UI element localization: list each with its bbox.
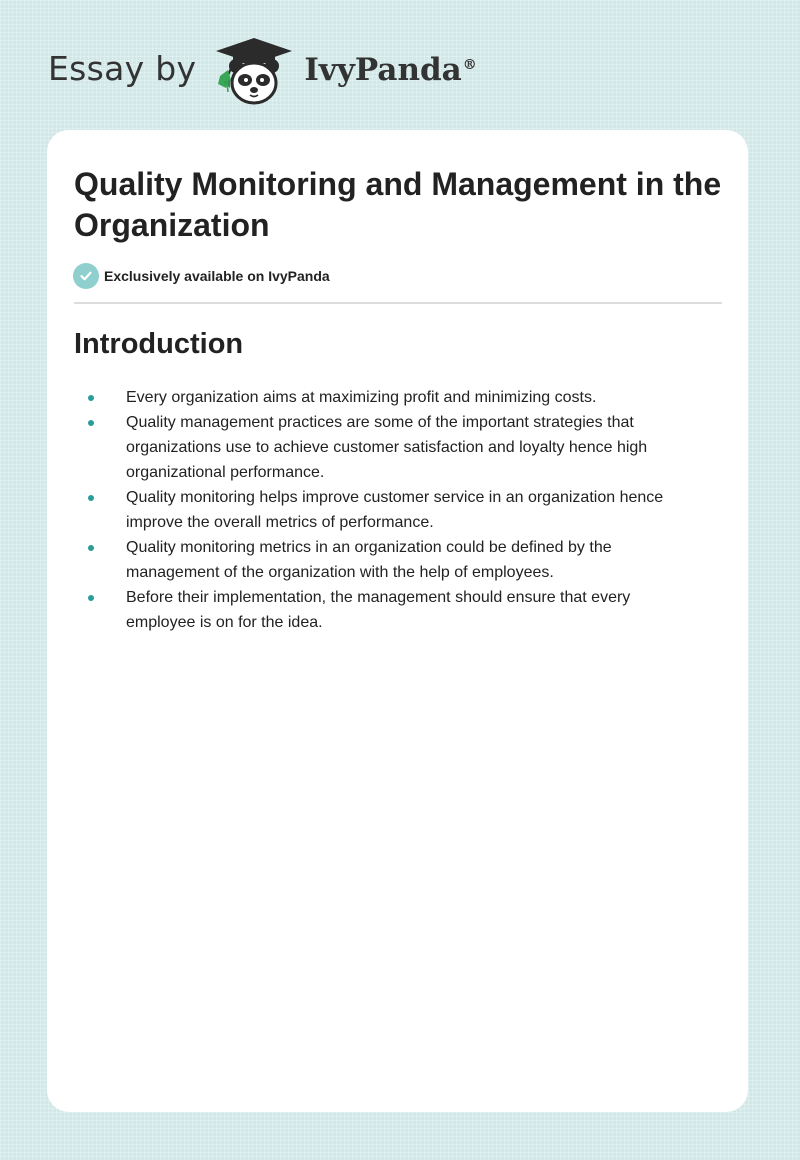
bullet-text: Every organization aims at maximizing profit and minimizing costs.: [126, 389, 597, 406]
check-circle-icon: [73, 263, 99, 289]
brand-header: [48, 36, 477, 108]
exclusive-badge: [73, 263, 330, 289]
bullet-item: [74, 585, 694, 635]
bullet-text: Quality monitoring helps improve customer service in an organization hence improve the overall metrics of performance.: [126, 489, 664, 531]
bullet-dot: [88, 420, 94, 426]
bullet-dot: [88, 595, 94, 601]
bullet-dot: [88, 395, 94, 401]
bullet-item: [74, 535, 694, 585]
registered-mark: ®: [462, 56, 477, 73]
essay-card: [47, 130, 748, 1112]
bullet-text: Before their implementation, the management should ensure that every employee is on for the idea.: [126, 589, 631, 631]
panda-logo-icon: [206, 36, 302, 108]
exclusive-badge-text: Exclusively available on IvyPanda: [104, 268, 330, 284]
bullet-item: [74, 485, 694, 535]
essay-title: Quality Monitoring and Management in the Organization: [74, 166, 722, 243]
section-heading: Introduction: [74, 328, 244, 360]
bullet-list: [74, 385, 694, 635]
bullet-dot: [88, 495, 94, 501]
bullet-item: [74, 410, 694, 485]
bullet-text: Quality monitoring metrics in an organization could be defined by the management of the organization with the help of employees.: [126, 539, 612, 581]
brand-name: IvyPanda®: [304, 52, 477, 88]
brand-prefix: Essay by: [48, 48, 197, 88]
bullet-text: Quality management practices are some of the important strategies that organizations use to achieve customer satisfaction and loyalty hence high organizational performance.: [126, 414, 648, 481]
bullet-item: [74, 385, 694, 410]
divider: [74, 302, 722, 304]
bullet-dot: [88, 545, 94, 551]
